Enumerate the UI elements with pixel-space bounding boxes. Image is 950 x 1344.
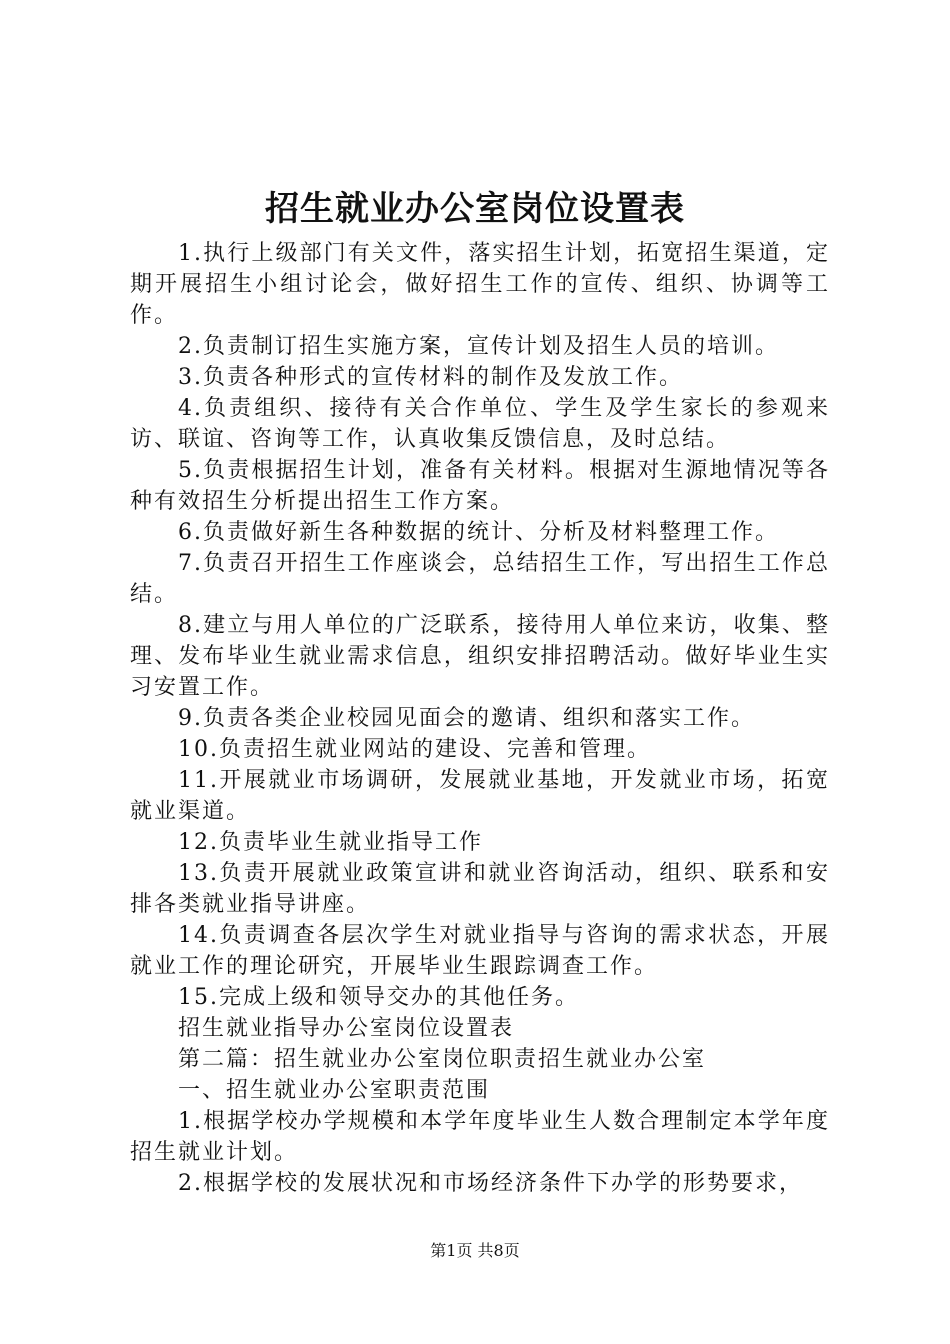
section-heading: 第二篇：招生就业办公室岗位职责招生就业办公室 — [178, 1047, 707, 1072]
paragraph: 3.负责各种形式的宣传材料的制作及发放工作。 — [178, 365, 683, 390]
paragraph: 1.根据学校办学规模和本学年度毕业生人数合理制定本学年度招生就业计划。 — [130, 1109, 830, 1165]
document-body — [130, 238, 830, 1199]
section-heading: 招生就业指导办公室岗位设置表 — [178, 1016, 515, 1041]
paragraph: 1.执行上级部门有关文件，落实招生计划，拓宽招生渠道，定期开展招生小组讨论会，做好招生工作的宣传、组织、协调等工作。 — [130, 241, 830, 328]
page-footer: 第1页 共8页 — [430, 1241, 520, 1260]
paragraph: 2.根据学校的发展状况和市场经济条件下办学的形势要求， — [178, 1171, 803, 1196]
document-title: 招生就业办公室岗位设置表 — [265, 189, 685, 229]
paragraph: 14.负责调查各层次学生对就业指导与咨询的需求状态，开展就业工作的理论研究，开展毕业生跟踪调查工作。 — [130, 923, 830, 979]
paragraph: 10.负责招生就业网站的建设、完善和管理。 — [178, 737, 651, 762]
paragraph: 5.负责根据招生计划，准备有关材料。根据对生源地情况等各种有效招生分析提出招生工作方案。 — [130, 458, 830, 514]
paragraph: 7.负责召开招生工作座谈会，总结招生工作，写出招生工作总结。 — [130, 551, 830, 607]
paragraph: 12.负责毕业生就业指导工作 — [178, 830, 483, 855]
paragraph: 15.完成上级和领导交办的其他任务。 — [178, 985, 579, 1010]
paragraph: 11.开展就业市场调研，发展就业基地，开发就业市场，拓宽就业渠道。 — [130, 768, 830, 824]
paragraph: 4.负责组织、接待有关合作单位、学生及学生家长的参观来访、联谊、咨询等工作，认真收集反馈信息，及时总结。 — [130, 396, 830, 452]
paragraph: 8.建立与用人单位的广泛联系，接待用人单位来访，收集、整理、发布毕业生就业需求信息，组织安排招聘活动。做好毕业生实习安置工作。 — [130, 613, 830, 700]
section-heading: 一、招生就业办公室职责范围 — [178, 1078, 491, 1103]
paragraph: 13.负责开展就业政策宣讲和就业咨询活动，组织、联系和安排各类就业指导讲座。 — [130, 861, 830, 917]
paragraph: 9.负责各类企业校园见面会的邀请、组织和落实工作。 — [178, 706, 755, 731]
paragraph: 2.负责制订招生实施方案，宣传计划及招生人员的培训。 — [178, 334, 779, 359]
paragraph: 6.负责做好新生各种数据的统计、分析及材料整理工作。 — [178, 520, 779, 545]
